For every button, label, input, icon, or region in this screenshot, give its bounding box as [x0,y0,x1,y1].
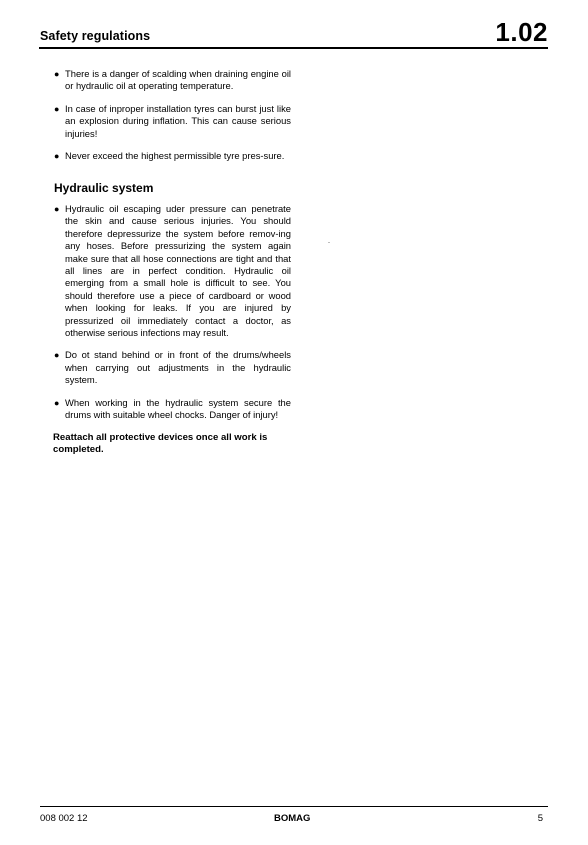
list-item [54,349,291,386]
document-code: 008 002 12 [40,813,88,824]
list-item-text: When working in the hydraulic system secure the drums with suitable wheel chocks. Danger of injury! [65,396,291,421]
intro-list [54,68,291,172]
list-item [54,150,291,162]
scan-speck [328,242,330,243]
section-heading: Hydraulic system [54,181,154,195]
list-item [54,397,291,422]
bullet-icon: ● [54,350,60,361]
list-item-text: Do ot stand behind or in front of the drums/wheels when carrying out adjustments in the hydraulic system. [65,349,291,386]
bullet-icon: ● [54,397,60,408]
header-divider [39,47,548,49]
section-number: 1.02 [495,17,548,47]
bullet-icon: ● [54,103,60,114]
list-item-text: There is a danger of scalding when draining engine oil or hydraulic oil at operating temperature. [65,68,291,92]
footer-divider [40,806,548,807]
brand-name: BOMAG [274,813,311,824]
list-item [54,103,291,140]
bullet-icon: ● [54,151,60,162]
list-item [54,68,291,93]
bullet-icon: ● [54,204,60,214]
hydraulic-section [54,181,291,457]
list-item-text: In case of inproper installation tyres can burst just like an explosion during inflation. This can cause serious injuries! [65,102,291,139]
page-number: 5 [537,813,543,824]
bullet-icon: ● [54,69,60,79]
list-item [54,203,291,339]
closing-note: Reattach all protective devices once all work is completed. [53,431,268,456]
page-title: Safety regulations [40,29,151,43]
list-item-text: Never exceed the highest permissible tyre pres-sure. [65,150,285,162]
list-item-text: Hydraulic oil escaping uder pressure can penetrate the skin and cause serious injuries. You should therefore depressurize the system before remov-ing any hoses. Before pressurizing the system again make sure that all hose connections are tight and that all lines are in perfect condition. Hydraulic oil emerging from a small hole is difficult to see. You should therefore use a piece of cardboard or wood when looking for leaks. If you are injured by pressurized oil immediately contact a doctor, as otherwise serious infections may result. [65,203,291,339]
